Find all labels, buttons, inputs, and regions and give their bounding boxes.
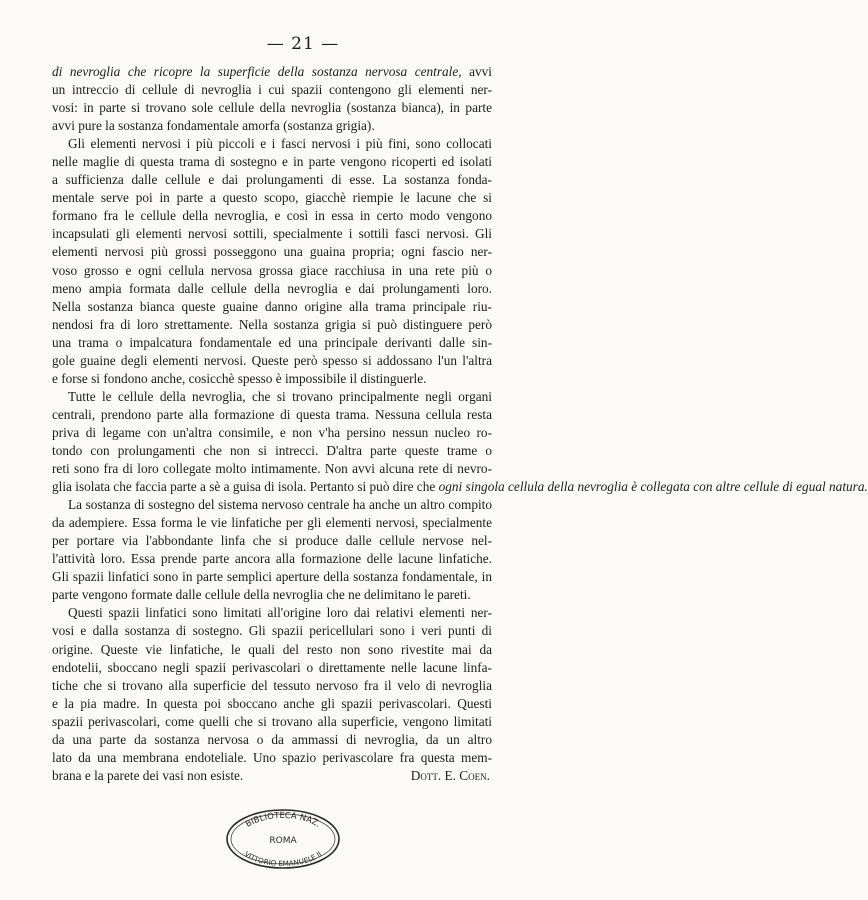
text-line: e forse si fondono anche, cosicchè spesso è impossibile il distinguerle. — [52, 370, 427, 386]
text-line: voso grosso e ogni cellula nervosa grossa giace racchiusa in una rete più o — [52, 262, 492, 278]
text-line: per portare via l'abbondante linfa che si produce dalle cellule nervose nel- — [52, 533, 492, 549]
text-line: e la pia madre. In questa poi sboccano anche gli spazii perivascolari. Questi — [52, 695, 492, 711]
paragraph-4 — [52, 496, 492, 604]
text-line: incapsulati gli elementi nervosi sottili, specialmente i sottili fasci nervosi. Gli — [52, 226, 492, 242]
text-line: vosi e dalla sostanza di sostegno. Gli spazii pericellulari sono i veri punti di — [52, 623, 492, 639]
paragraph-2 — [52, 135, 492, 388]
text-line: centrali, prendono parte alla formazione di questa trama. Nessuna cellula resta — [52, 406, 492, 422]
text-line: da adempiere. Essa forma le vie linfatiche per gli elementi nervosi, specialmente — [52, 515, 492, 531]
text-line: un intreccio di cellule di nevroglia i cui spazii contengono gli elementi ner- — [52, 82, 492, 98]
text-line: origine. Queste vie linfatiche, le quali del resto non sono rivestite mai da — [52, 641, 492, 657]
text-line: elementi nervosi più grossi posseggono una guaina propria; ogni fascio ner- — [52, 244, 492, 260]
text-line: nelle maglie di questa trama di sostegno e in parte vengono ricoperti ed isolati — [52, 154, 492, 170]
page-number: — 21 — — [266, 34, 340, 54]
text-line: Gli elementi nervosi i più piccoli e i fasci nervosi i più fini, sono collocati — [68, 136, 492, 152]
text-line: gole guaine degli elementi nervosi. Queste però spesso si addossano l'un l'altra — [52, 352, 492, 368]
text-line: parte vengono formate dalle cellule della nevroglia che ne delimitano le pareti. — [52, 587, 471, 603]
stamp-seal-icon — [224, 808, 342, 870]
text-line: La sostanza di sostegno del sistema nervoso centrale ha anche un altro compito — [68, 497, 492, 513]
text-line: brana e la parete dei vasi non esiste. — [52, 767, 244, 783]
text-line: endotelii, sboccano negli spazii perivascolari o direttamente nelle lacune linfa- — [52, 659, 492, 675]
text-line: a sufficienza dalle cellule e dai prolungamenti di esse. La sostanza fonda- — [52, 172, 492, 188]
text-line: mentale serve poi in parte a questo scopo, giacchè riempie le lacune che si — [52, 190, 492, 206]
body-text — [52, 63, 868, 785]
text-line: formano fra le cellule della nevroglia, e così in essa in certo modo vengono — [52, 208, 492, 224]
text-line: di nevroglia che ricopre la superficie della sostanza nervosa centrale, avvi — [52, 64, 493, 79]
stamp-text-bottom: VITTORIO EMANUELE II — [242, 849, 324, 869]
stamp-text-center: ROMA — [269, 836, 297, 846]
text-line: Questi spazii linfatici sono limitati all'origine loro dai relativi elementi ner- — [68, 605, 492, 621]
text-line: glia isolata che faccia parte a sè a guisa di isola. Pertanto si può dire che ogni singola cellula della nevroglia è collegata con altre cellule di egual natura. — [52, 479, 868, 495]
paragraph-1 — [52, 63, 492, 135]
closing-line — [52, 767, 492, 785]
text-line: reti sono fra di loro collegate molto intimamente. Non avvi alcuna rete di nevro- — [52, 461, 492, 477]
text-line: spazii perivascolari, come quelli che si trovano alla superficie, vengono limitati — [52, 713, 492, 729]
stamp-text-top: BIBLIOTECA NAZ. — [244, 810, 323, 830]
text-line: avvi pure la sostanza fondamentale amorfa (sostanza grigia). — [52, 118, 375, 134]
text-line: Gli spazii linfatici sono in parte semplici aperture della sostanza fondamentale, in — [52, 569, 492, 585]
library-stamp — [224, 808, 342, 870]
text-line: vosi: in parte si trovano sole cellule della nevroglia (sostanza bianca), in parte — [52, 100, 492, 116]
text-line: una trama o impalcatura fondamentale ed una principale derivanti dalle sin- — [52, 334, 492, 350]
text-line: lato da una membrana endoteliale. Uno spazio perivascolare fra questa mem- — [52, 749, 492, 765]
paragraph-5 — [52, 604, 492, 784]
text-line: tondo con prolungamenti che non si intrecci. D'altra parte queste trame o — [52, 442, 492, 458]
author-signature: Dott. E. Coen. — [410, 767, 490, 783]
text-line: da una parte da sostanza nervosa o da ammassi di nevroglia, da un altro — [52, 731, 492, 747]
text-line: Nella sostanza bianca queste guaine danno origine alla trama principale riu- — [52, 298, 492, 314]
text-line: l'attività loro. Essa prende parte ancora alla formazione delle lacune linfatiche. — [52, 551, 492, 567]
text-line: Tutte le cellule della nevroglia, che si trovano principalmente negli organi — [68, 388, 492, 404]
text-line: priva di legame con un'altra consimile, e non v'ha persino nessun nucleo ro- — [52, 424, 492, 440]
text-line: meno ampia formata dalle cellule della nevroglia e dai prolungamenti loro. — [52, 280, 492, 296]
text-line: nendosi fra di loro strettamente. Nella sostanza grigia si può distinguere però — [52, 316, 492, 332]
text-line: tiche che si trovano alla superficie del tessuto nervoso fra il velo di nevroglia — [52, 677, 492, 693]
paragraph-3 — [52, 388, 868, 496]
